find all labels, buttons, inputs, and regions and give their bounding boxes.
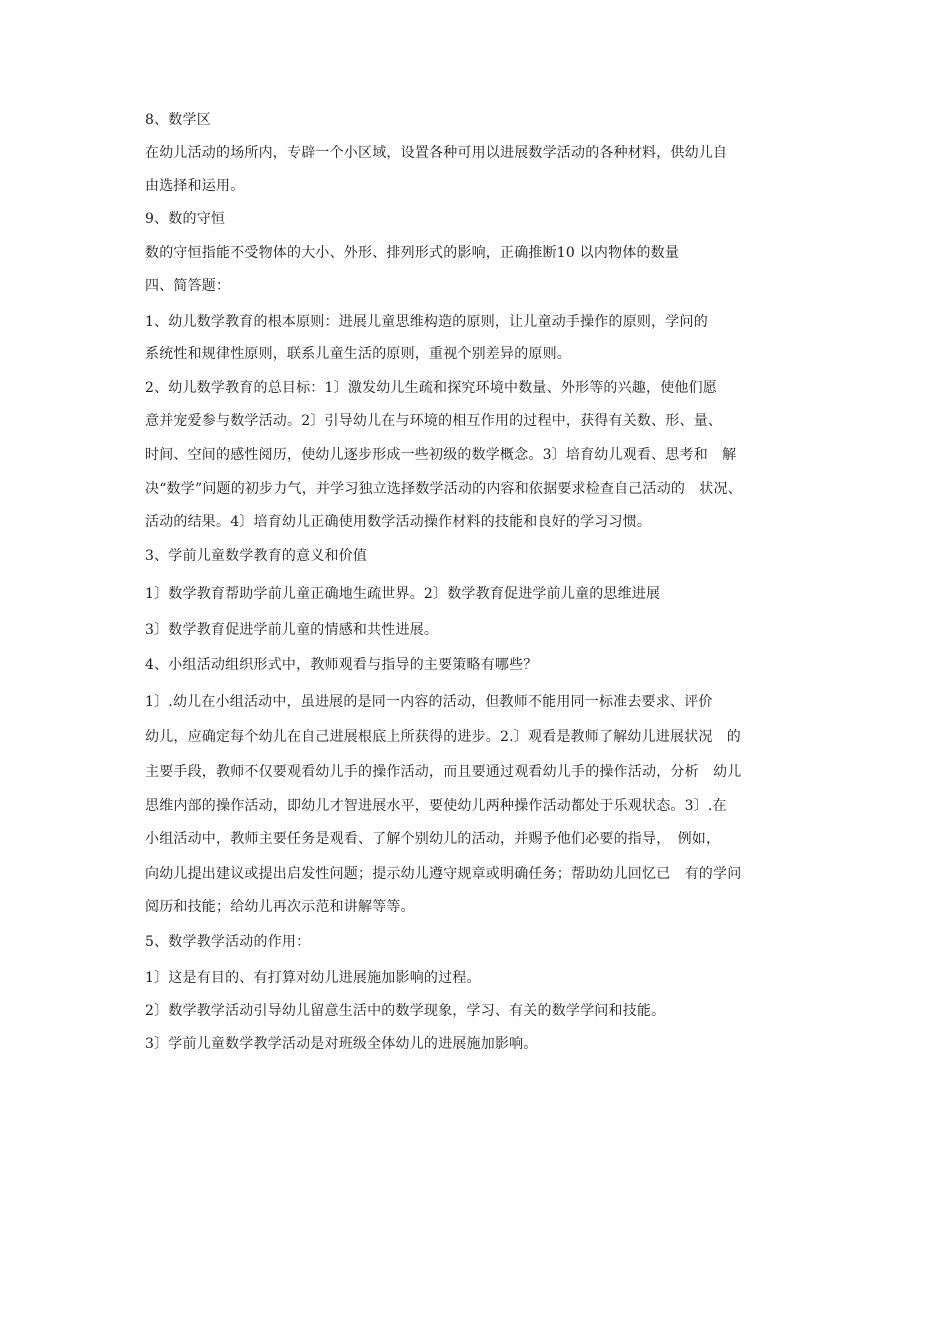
principles-line-2: 系统性和规律性原则，联系儿童生活的原则，重视个别差异的原则。: [145, 346, 571, 362]
heading-math-area: 8、数学区: [145, 112, 211, 128]
teaching-role-line-2: 2〕数学教学活动引导幼儿留意生活中的数学现象，学习、有关的数学学问和技能。: [145, 1003, 666, 1019]
significance-line-2: 3〕数学教育促进学前儿童的情感和共性进展。: [145, 622, 439, 638]
strategies-line-6: 向幼儿提出建议或提出启发性问题；提示幼儿遵守规章或明确任务；帮助幼儿回忆已 有的学问: [145, 866, 742, 882]
teaching-role-line-1: 1〕这是有目的、有打算对幼儿进展施加影响的过程。: [145, 970, 481, 986]
goals-line-2: 意并宠爱参与数学活动。2〕引导幼儿在与环境的相互作用的过程中，获得有关数、形、量、: [145, 413, 723, 429]
heading-short-answer: 四、简答题：: [145, 278, 231, 294]
strategies-line-7: 阅历和技能；给幼儿再次示范和讲解等等。: [145, 899, 415, 915]
number-conservation-text: 数的守恒指能不受物体的大小、外形、排列形式的影响，正确推断10 以内物体的数量: [145, 245, 680, 261]
strategies-line-2: 幼儿，应确定每个幼儿在自己进展根底上所获得的进步。2.〕观看是教师了解幼儿进展状况 的: [145, 729, 741, 745]
significance-line-1: 1〕数学教育帮助学前儿童正确地生疏世界。2〕数学教育促进学前儿童的思维进展: [145, 586, 661, 602]
teaching-role-line-3: 3〕学前儿童数学教学活动是对班级全体幼儿的进展施加影响。: [145, 1036, 538, 1052]
goals-line-1: 2、幼儿数学教育的总目标：1〕激发幼儿生疏和探究环境中数量、外形等的兴趣，使他们愿: [145, 380, 718, 396]
math-area-text-line-2: 由选择和运用。: [145, 178, 245, 194]
goals-line-3: 时间、空间的感性阅历，使幼儿逐步形成一些初级的数学概念。3〕培育幼儿观看、思考和 解: [145, 447, 737, 463]
strategies-line-5: 小组活动中，教师主要任务是观看、了解个别幼儿的活动，并赐予他们必要的指导， 例如，: [145, 831, 721, 847]
principles-line-1: 1、幼儿数学教育的根本原则：进展儿童思维构造的原则，让儿童动手操作的原则，学问的: [145, 314, 708, 330]
strategies-line-4: 思维内部的操作活动，即幼儿才智进展水平，要使幼儿两种操作活动都处于乐观状态。3〕.在: [145, 798, 727, 814]
heading-number-conservation: 9、数的守恒: [145, 211, 226, 227]
math-area-text-line-1: 在幼儿活动的场所内，专辟一个小区域，设置各种可用以进展数学活动的各种材料，供幼儿自: [145, 145, 728, 161]
goals-line-4: 决“数学”问题的初步力气，并学习独立选择数学活动的内容和依据要求检查自己活动的 状况、: [145, 481, 742, 497]
heading-group-strategies: 4、小组活动组织形式中，教师观看与指导的主要策略有哪些？: [145, 657, 538, 673]
heading-teaching-role: 5、数学教学活动的作用：: [145, 934, 311, 950]
goals-line-5: 活动的结果。4〕培育幼儿正确使用数学活动操作材料的技能和良好的学习习惯。: [145, 514, 652, 530]
strategies-line-3: 主要手段，教师不仅要观看幼儿手的操作活动，而且要通过观看幼儿手的操作活动，分析 幼儿: [145, 764, 742, 780]
strategies-line-1: 1〕.幼儿在小组活动中，虽进展的是同一内容的活动，但教师不能用同一标准去要求、评价: [145, 694, 713, 710]
heading-significance: 3、学前儿童数学教育的意义和价值: [145, 548, 368, 564]
